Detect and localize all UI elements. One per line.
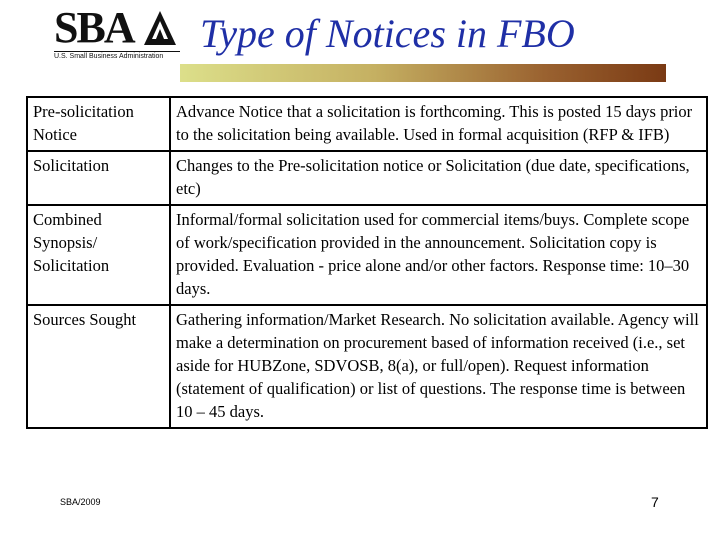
- page-title: Type of Notices in FBO: [200, 11, 575, 56]
- table-row: [27, 305, 707, 428]
- table-row: [27, 97, 707, 151]
- title-divider-bar: [180, 64, 666, 82]
- notice-description: Informal/formal solicitation used for commercial items/buys. Complete scope of work/specification provided in the announcement. Solicitation copy is provided. Evaluation - price alone and/or other factors. Response time: 10–30 days.: [170, 205, 707, 305]
- notice-description: Advance Notice that a solicitation is forthcoming. This is posted 15 days prior to the solicitation being available. Used in formal acquisition (RFP & IFB): [170, 97, 707, 151]
- logo-subtitle: U.S. Small Business Administration: [54, 51, 180, 60]
- notice-description: Changes to the Pre-solicitation notice or Solicitation (due date, specifications, etc): [170, 151, 707, 205]
- page-number: 7: [651, 494, 659, 510]
- footer-source: SBA/2009: [60, 497, 101, 507]
- sba-logo: [54, 5, 180, 63]
- notice-description: Gathering information/Market Research. No solicitation available. Agency will make a determination on procurement based of information received (i.e., set aside for HUBZone, SDVOSB, 8(a), or full/open). Request information (statement of qualification) or list of questions. The response time is between 10 – 45 days.: [170, 305, 707, 428]
- logo-wordmark: SBA: [54, 3, 134, 52]
- notice-type: Combined Synopsis/ Solicitation: [27, 205, 170, 305]
- eagle-star-icon: [140, 9, 180, 49]
- notice-type: Solicitation: [27, 151, 170, 205]
- table-row: [27, 205, 707, 305]
- table-row: [27, 151, 707, 205]
- notices-table: [26, 96, 708, 429]
- notice-type: Sources Sought: [27, 305, 170, 428]
- notice-type: Pre-solicitation Notice: [27, 97, 170, 151]
